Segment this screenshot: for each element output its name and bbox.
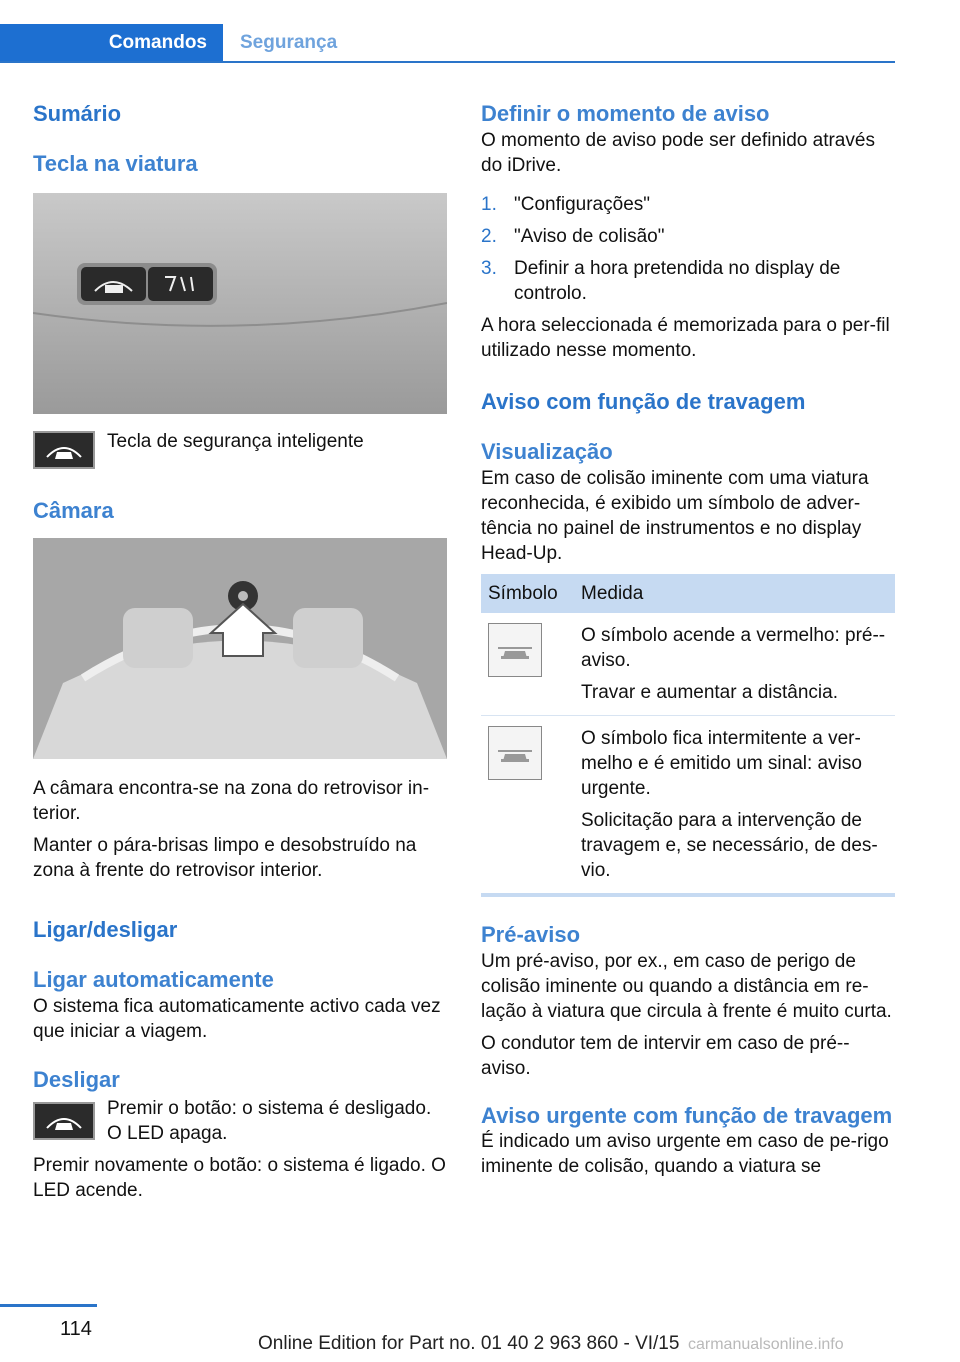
footer-rule [0, 1304, 97, 1307]
row2-text-a: O símbolo fica intermitente a ver-melho e é emitido um sinal: aviso urgente. [581, 728, 862, 799]
list-item: 1. "Configurações" [481, 194, 651, 215]
urgent-warning-text: É indicado um aviso urgente em caso de pe-rigo iminente de colisão, quando a viatura se [481, 1131, 889, 1177]
auto-on-text: O sistema fica automaticamente activo cada vez que iniciar a viagem. [33, 996, 441, 1042]
heading-camera: Câmara [33, 498, 114, 523]
pre-warning-text: Um pré-aviso, por ex., em caso de perigo de colisão iminente ou quando a distância em re-lação à viatura que circula à frente é muito curta. [481, 951, 892, 1022]
chapter-tabbar [0, 24, 895, 63]
heading-switch-off: Desligar [33, 1067, 120, 1092]
heading-brake-warning: Aviso com função de travagem [481, 389, 806, 414]
left-column [33, 100, 447, 1203]
heading-auto-on: Ligar automaticamente [33, 967, 274, 992]
pre-warning-driver-text: O condutor tem de intervir em caso de pré--aviso. [481, 1033, 850, 1079]
heading-display: Visualização [481, 439, 613, 464]
right-column [481, 100, 895, 1179]
safety-button-icon [33, 431, 95, 469]
table-row [481, 613, 895, 716]
camera-clean-text: Manter o pára-brisas limpo e desobstruído na zona à frente do retrovisor interior. [33, 835, 417, 881]
settings-steps [481, 192, 895, 306]
key-caption: Tecla de segurança inteligente [107, 431, 364, 452]
row1-text-b: Travar e aumentar a distância. [581, 682, 838, 703]
heading-pre-warning: Pré-aviso [481, 922, 581, 947]
heading-urgent-warning: Aviso urgente com função de travagem [481, 1103, 893, 1128]
switch-on-again-text: Premir novamente o botão: o sistema é ligado. O LED acende. [33, 1155, 446, 1201]
tab-comandos[interactable]: Comandos [0, 24, 223, 61]
heading-on-off: Ligar/desligar [33, 917, 178, 942]
table-header-symbol: Símbolo [481, 574, 574, 613]
heading-define-warning-time: Definir o momento de aviso [481, 101, 770, 126]
key-caption-row [33, 431, 447, 469]
symbol-table [481, 574, 895, 897]
safety-button-icon [33, 1102, 95, 1140]
camera-location-photo [33, 538, 447, 759]
heading-key-in-vehicle: Tecla na viatura [33, 151, 198, 176]
list-item: 3. Definir a hora pretendida no display de controlo. [481, 258, 841, 304]
page-number: 114 [60, 1318, 92, 1340]
display-text: Em caso de colisão iminente com uma viatura reconhecida, é exibido um símbolo de adver-tência no painel de instrumentos e no display Head-Up. [481, 468, 869, 564]
table-header-action: Medida [574, 574, 895, 613]
camera-location-text: A câmara encontra-se na zona do retrovisor in-terior. [33, 778, 430, 824]
list-item: 2. "Aviso de colisão" [481, 226, 665, 247]
button-panel-illustration [33, 193, 447, 414]
button-panel-photo [33, 193, 447, 414]
memorize-text: A hora seleccionada é memorizada para o per-fil utilizado nesse momento. [481, 315, 890, 361]
row2-text-b: Solicitação para a intervenção de travagem e, se necessário, de des-vio. [581, 810, 878, 881]
watermark: carmanualsonline.info [688, 1336, 844, 1353]
row1-text-a: O símbolo acende a vermelho: pré--aviso. [581, 625, 886, 671]
heading-summary: Sumário [33, 101, 122, 126]
switch-off-text: Premir o botão: o sistema é desligado. O LED apaga. [107, 1098, 432, 1144]
edition-note: Online Edition for Part no. 01 40 2 963 860 - VI/15 [258, 1333, 680, 1354]
switch-off-row [33, 1096, 447, 1146]
table-row [481, 716, 895, 896]
car-warning-flashing-icon [488, 726, 542, 780]
car-warning-icon [488, 623, 542, 677]
define-warning-text: O momento de aviso pode ser definido através do iDrive. [481, 130, 875, 176]
windshield-illustration [33, 538, 447, 759]
tab-seguranca[interactable]: Segurança [240, 31, 338, 53]
